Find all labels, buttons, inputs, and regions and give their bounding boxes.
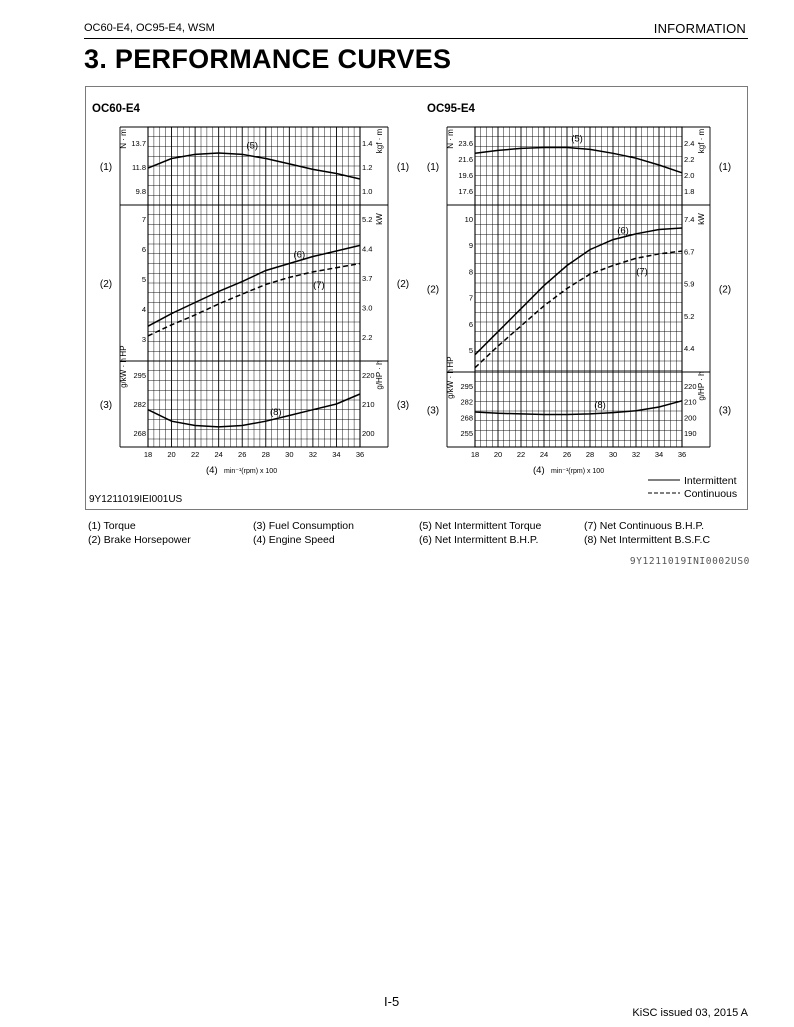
panel-ref-left: (1) [426, 162, 440, 173]
x-tick-label: 32 [631, 450, 641, 459]
right-unit: kW [697, 213, 706, 225]
panel-ref-left: (3) [99, 400, 113, 411]
left-tick-label: 3 [141, 335, 146, 344]
left-unit: HP [119, 345, 128, 357]
legend-intermittent: Intermittent [684, 475, 737, 487]
series-ref-label: (5) [571, 133, 583, 145]
right-tick-label: 4.4 [362, 244, 373, 254]
right-tick-label: 210 [684, 397, 697, 407]
left-tick-label: 295 [460, 382, 473, 391]
left-unit: HP [446, 356, 455, 368]
right-tick-label: 3.7 [362, 274, 373, 283]
right-unit: kW [375, 213, 384, 225]
x-axis-ref: (4) [206, 465, 218, 476]
panel-ref-left: (1) [99, 162, 113, 173]
x-tick-label: 24 [539, 450, 549, 459]
legend-col-4 [584, 519, 710, 547]
right-tick-label: 210 [362, 400, 375, 409]
x-tick-label: 26 [238, 450, 247, 459]
legend-item: (8) Net Intermittent B.S.F.C [584, 534, 711, 546]
right-tick-label: 2.0 [684, 171, 695, 180]
legend-continuous: Continuous [684, 488, 738, 500]
x-tick-label: 22 [190, 450, 200, 459]
series-ref-label: (7) [313, 279, 325, 291]
left-tick-label: 23.6 [458, 139, 473, 148]
right-tick-label: 220 [684, 382, 697, 391]
series-ref-label: (6) [293, 249, 306, 261]
left-unit: g/kW · h [446, 369, 455, 399]
right-tick-label: 5.2 [684, 311, 695, 321]
left-unit: N · m [446, 129, 455, 149]
x-axis-label: min⁻¹(rpm) x 100 [551, 468, 605, 475]
right-tick-label: 6.7 [684, 247, 695, 257]
legend-item: (3) Fuel Consumption [253, 520, 354, 532]
panel-ref-right: (1) [396, 162, 410, 173]
legend-item: (4) Engine Speed [253, 534, 335, 546]
left-tick-label: 9 [468, 241, 473, 251]
left-tick-label: 268 [460, 413, 473, 423]
manual-title: OC60-E4, OC95-E4, WSM [84, 22, 215, 34]
x-tick-label: 26 [562, 450, 572, 459]
right-tick-label: 2.2 [684, 155, 695, 164]
left-tick-label: 5 [141, 275, 146, 284]
left-tick-label: 21.6 [458, 155, 473, 164]
right-tick-label: 7.4 [684, 215, 695, 224]
right-tick-label: 2.4 [684, 139, 695, 148]
left-tick-label: 295 [133, 371, 146, 380]
left-tick-label: 10 [464, 215, 473, 224]
right-tick-label: 3.0 [362, 303, 373, 313]
left-tick-label: 17.6 [458, 187, 473, 196]
figure-code: 9Y1211019IEI001US [89, 494, 183, 505]
left-tick-label: 4 [141, 305, 146, 314]
x-tick-label: 18 [470, 450, 480, 459]
left-tick-label: 5 [468, 346, 473, 355]
panel-ref-left: (2) [99, 279, 113, 290]
x-axis-ref: (4) [533, 465, 545, 476]
left-unit: N · m [119, 129, 128, 149]
series-ref-label: (7) [636, 266, 648, 278]
x-tick-label: 28 [585, 450, 595, 459]
left-tick-label: 7 [468, 293, 473, 303]
panel-ref-right: (2) [718, 284, 732, 296]
right-tick-label: 220 [362, 371, 375, 380]
x-axis-label: min⁻¹(rpm) x 100 [224, 468, 278, 475]
section-name: INFORMATION [653, 21, 746, 36]
left-tick-label: 9.8 [135, 187, 146, 196]
right-tick-label: 2.2 [362, 333, 373, 342]
panel-ref-right: (1) [718, 162, 732, 173]
x-tick-label: 18 [143, 450, 153, 459]
chart-oc60-e4 [92, 103, 409, 476]
left-tick-label: 282 [460, 397, 473, 407]
left-tick-label: 7 [141, 215, 146, 224]
left-tick-label: 8 [468, 267, 473, 277]
left-tick-label: 6 [468, 319, 473, 329]
left-unit: g/kW · h [119, 358, 128, 388]
series-ref-label: (8) [269, 407, 282, 419]
line-style-legend [648, 475, 737, 500]
chart-title: OC95-E4 [427, 103, 475, 115]
right-tick-label: 5.9 [684, 279, 695, 289]
x-tick-label: 28 [261, 450, 270, 459]
page-title: 3. PERFORMANCE CURVES [84, 44, 452, 74]
legend-col-1 [88, 519, 191, 547]
left-tick-label: 11.8 [131, 163, 146, 172]
legend-item: (2) Brake Horsepower [88, 534, 191, 546]
x-tick-label: 20 [493, 450, 503, 459]
right-unit: g/HP · h [375, 360, 384, 390]
page-number: I-5 [384, 994, 400, 1009]
right-unit: g/HP · h [697, 371, 706, 401]
right-tick-label: 4.4 [684, 344, 695, 353]
panel-ref-left: (2) [426, 284, 440, 296]
right-tick-label: 1.0 [362, 187, 373, 196]
panel-ref-left: (3) [426, 405, 440, 417]
left-tick-label: 282 [133, 400, 146, 409]
issue-info: KiSC issued 03, 2015 A [632, 1007, 748, 1019]
chart-title: OC60-E4 [92, 103, 140, 115]
x-tick-label: 36 [677, 450, 687, 459]
legend-code: 9Y1211019INI0002US0 [629, 556, 750, 567]
left-tick-label: 268 [133, 429, 146, 438]
left-tick-label: 13.7 [131, 139, 146, 148]
panel-ref-right: (3) [718, 405, 732, 417]
legend-item: (6) Net Intermittent B.H.P. [419, 534, 539, 546]
left-tick-label: 6 [141, 245, 146, 254]
right-tick-label: 1.2 [362, 163, 373, 172]
x-tick-label: 20 [167, 450, 176, 459]
x-tick-label: 30 [285, 450, 294, 459]
legend-item: (5) Net Intermittent Torque [419, 520, 542, 532]
right-tick-label: 200 [362, 429, 375, 438]
right-tick-label: 200 [684, 413, 697, 423]
x-tick-label: 36 [355, 450, 365, 459]
legend-item: (7) Net Continuous B.H.P. [584, 520, 705, 532]
x-tick-label: 30 [608, 450, 618, 459]
series-ref-label: (5) [246, 140, 259, 152]
right-tick-label: 5.2 [362, 215, 373, 224]
chart-oc95-e4 [427, 103, 731, 476]
legend-item: (1) Torque [88, 520, 136, 532]
series-ref-label: (8) [594, 399, 606, 411]
panel-ref-right: (2) [396, 279, 410, 290]
right-unit: kgf · m [697, 128, 706, 154]
series-ref-label: (6) [617, 225, 629, 237]
x-tick-label: 24 [214, 450, 223, 459]
panel-ref-right: (3) [396, 400, 410, 411]
right-tick-label: 190 [684, 429, 697, 438]
x-tick-label: 22 [516, 450, 526, 459]
right-unit: kgf · m [375, 128, 384, 154]
left-tick-label: 19.6 [458, 171, 473, 180]
x-tick-label: 34 [654, 450, 664, 459]
x-tick-label: 32 [308, 450, 318, 459]
right-tick-label: 1.8 [684, 187, 695, 196]
legend-col-2 [253, 519, 354, 547]
left-tick-label: 255 [460, 429, 473, 438]
x-tick-label: 34 [332, 450, 341, 459]
legend-col-3 [419, 519, 541, 547]
right-tick-label: 1.4 [362, 139, 373, 148]
